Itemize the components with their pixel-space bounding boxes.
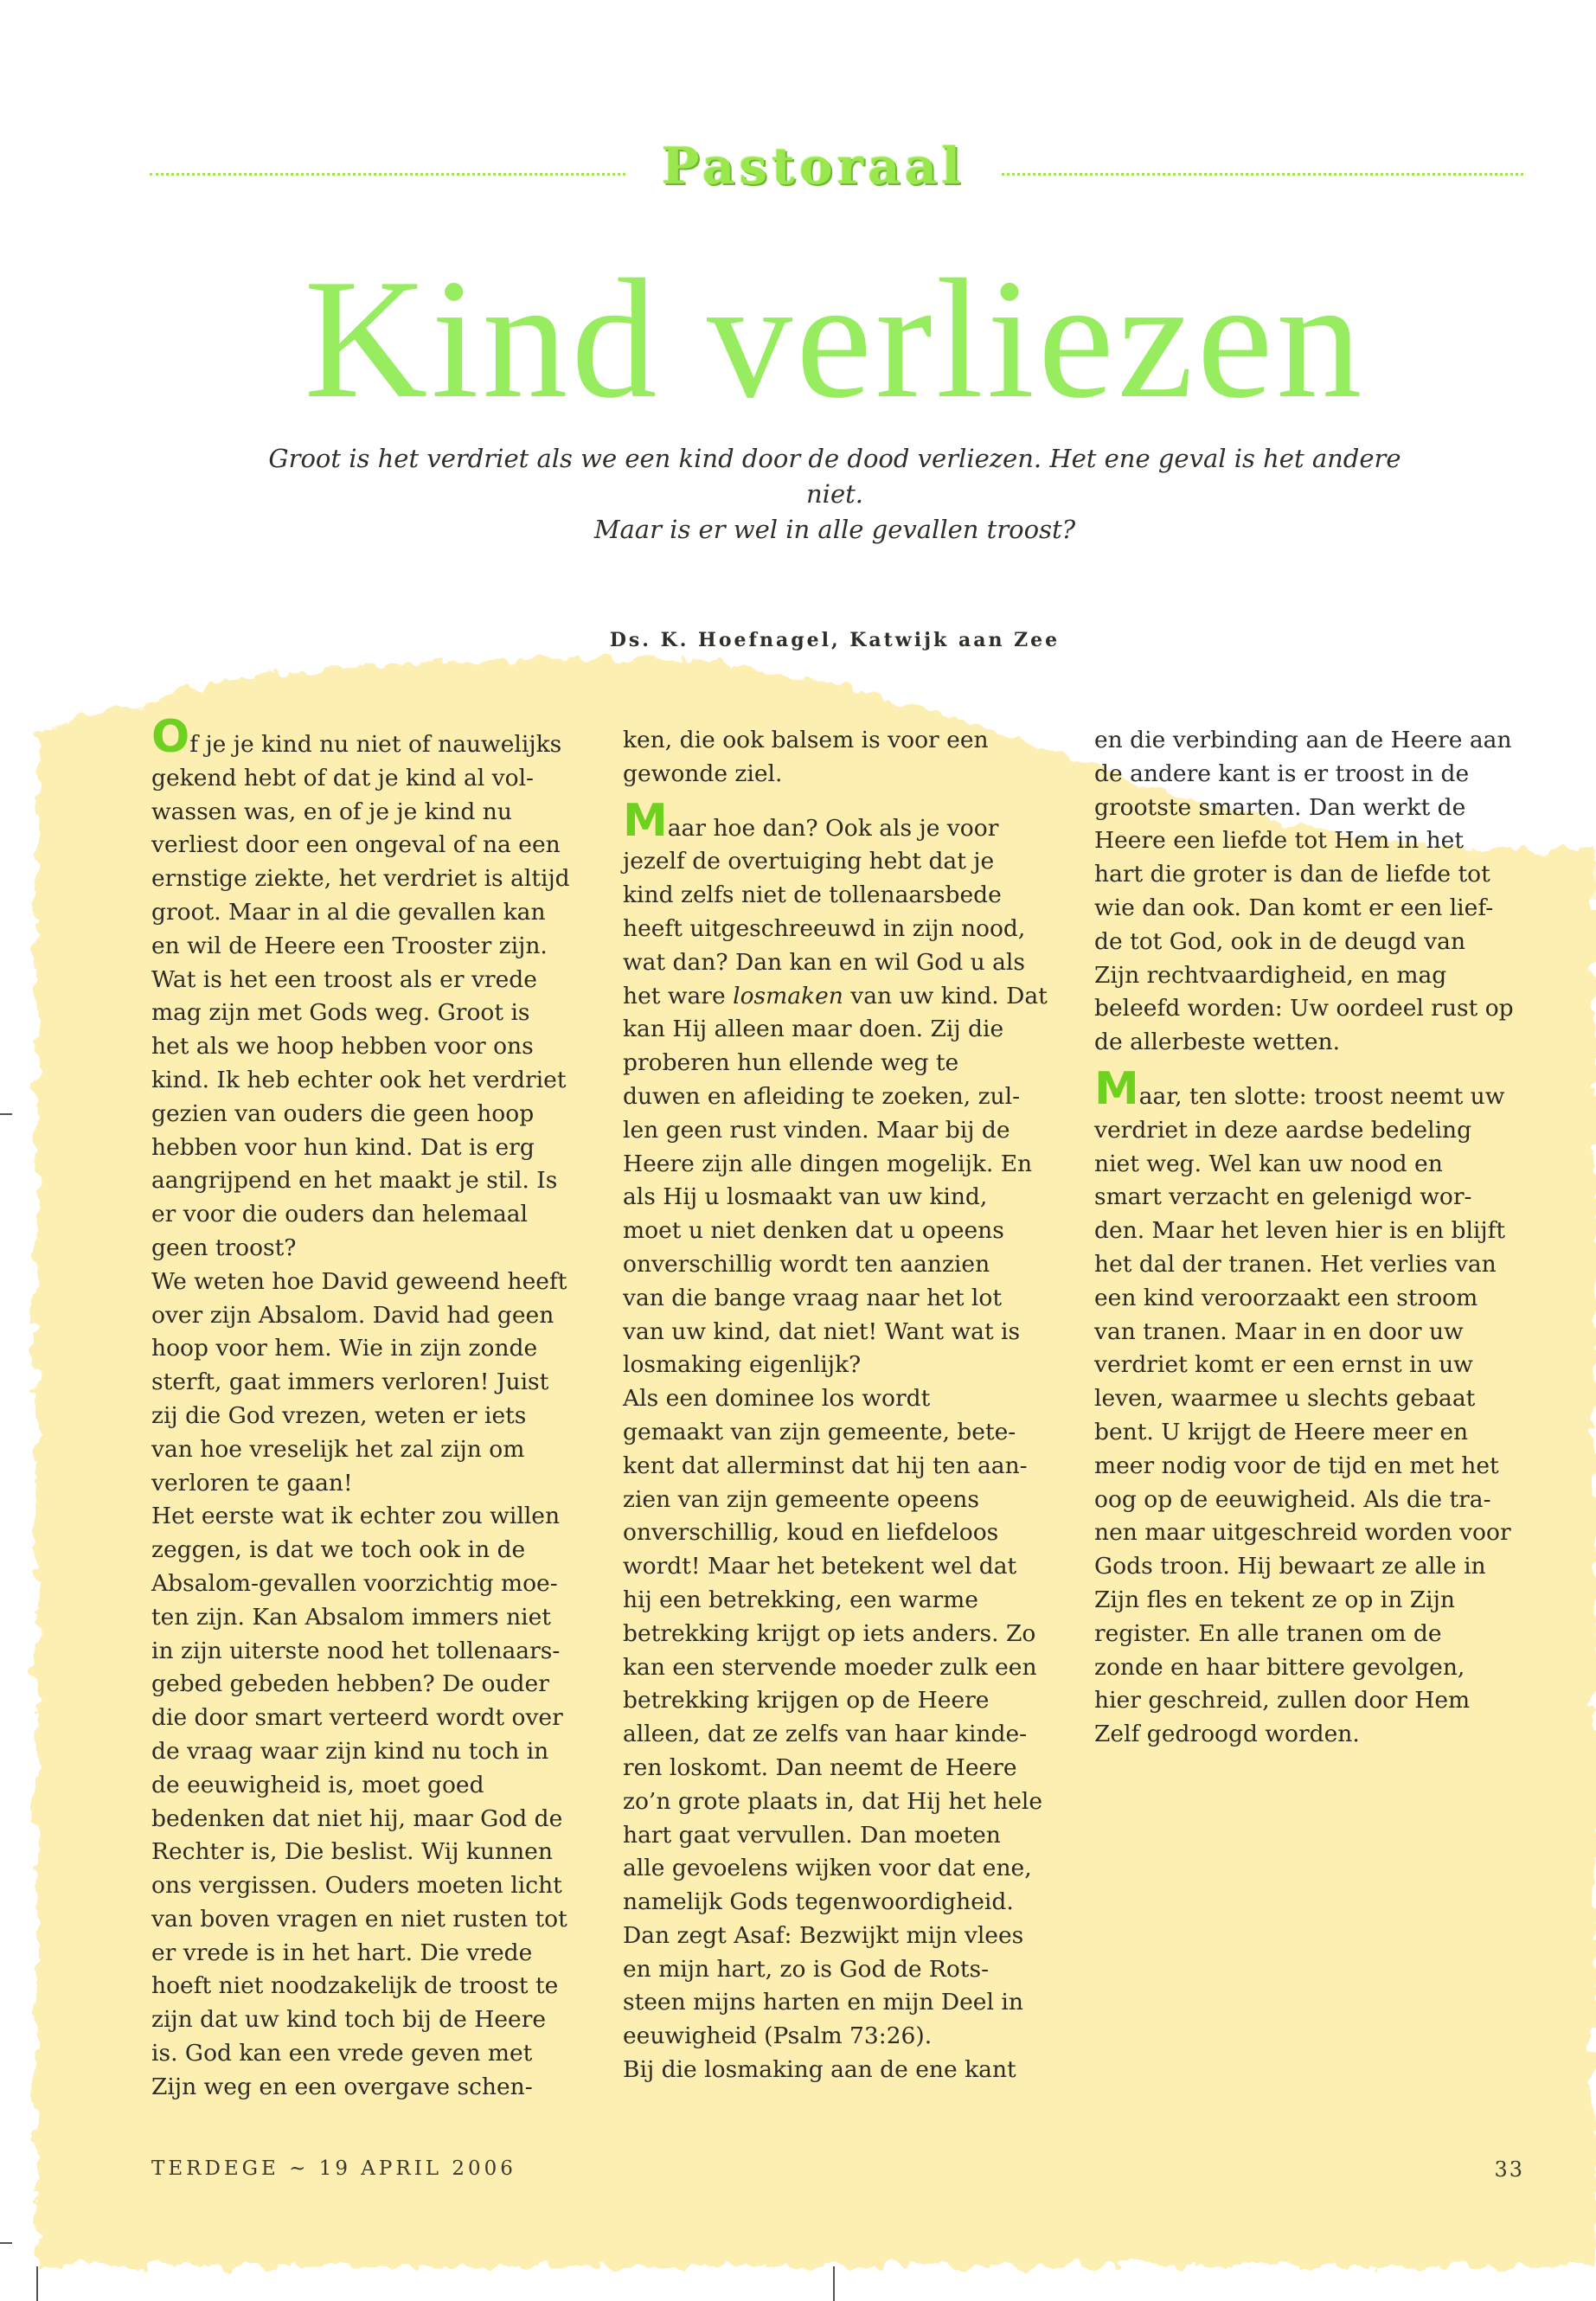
line: gemaakt van zijn gemeente, bete- <box>623 1418 1016 1445</box>
line: er vrede is in het hart. Die vrede <box>151 1939 533 1966</box>
line: Zijn fles en tekent ze op in Zijn <box>1094 1586 1455 1613</box>
line: alle gevoelens wijken voor dat ene, <box>623 1855 1032 1882</box>
line: kan een stervende moeder zulk een <box>623 1653 1037 1681</box>
line: zien van zijn gemeente opeens <box>623 1485 979 1513</box>
line: van boven vragen en niet rusten tot <box>151 1905 567 1932</box>
line: zij die God vrezen, weten er iets <box>151 1401 527 1429</box>
line: van uw kind, dat niet! Want wat is <box>623 1317 1021 1345</box>
section-rule-left <box>150 173 625 176</box>
line: de andere kant is er troost in de <box>1094 760 1470 787</box>
line: onverschillig wordt ten aanzien <box>623 1250 990 1278</box>
publication-footer: TERDEGE ~ 19 APRIL 2006 <box>151 2157 516 2180</box>
line: en wil de Heere een Trooster zijn. <box>151 932 548 959</box>
text: aar hoe dan? Ook als je voor <box>667 814 999 842</box>
line: namelijk Gods tegenwoordigheid. <box>623 1888 1014 1916</box>
text: f je je kind nu niet of nauwelijks <box>189 731 562 758</box>
line: Heere een liefde tot Hem in het <box>1094 827 1465 855</box>
line: proberen hun ellende weg te <box>623 1049 959 1077</box>
line: We weten hoe David geweend heeft <box>151 1267 567 1295</box>
line: ken, die ook balsem is voor een <box>623 727 989 753</box>
line: over zijn Absalom. David had geen <box>151 1301 554 1329</box>
line: alleen, dat ze zelfs van haar kinde- <box>623 1721 1028 1748</box>
lede-line: Maar is er wel in alle gevallen troost? <box>593 515 1076 544</box>
line: losmaking eigenlijk? <box>623 1351 862 1379</box>
line: oog op de eeuwigheid. Als die tra- <box>1094 1485 1491 1513</box>
line: niet weg. Wel kan uw nood en <box>1094 1150 1443 1177</box>
text: aar, ten slotte: troost neemt uw <box>1138 1082 1505 1110</box>
line: ernstige ziekte, het verdriet is altijd <box>151 865 570 893</box>
crop-mark <box>36 2266 38 2301</box>
paragraph <box>623 794 1073 1383</box>
paragraph <box>1094 724 1544 1060</box>
line: kent dat allerminst dat hij ten aan- <box>623 1452 1028 1479</box>
line: hij een betrekking, een warme <box>623 1586 978 1613</box>
line: verliest door een ongeval of na een <box>151 831 561 859</box>
line: Absalom-gevallen voorzichtig moe- <box>151 1569 558 1597</box>
line: jezelf de overtuiging hebt dat je <box>623 848 995 875</box>
text-column-3 <box>1094 724 1544 1752</box>
line: hoop voor hem. Wie in zijn zonde <box>151 1335 538 1362</box>
line: kan Hij alleen maar doen. Zij die <box>623 1016 1004 1043</box>
line: wie dan ook. Dan komt er een lief- <box>1094 894 1494 921</box>
line: die door smart verteerd wordt over <box>151 1704 563 1732</box>
line: Zijn rechtvaardigheid, en mag <box>1094 961 1447 989</box>
line: verdriet in deze aardse bedeling <box>1094 1116 1472 1144</box>
line: nen maar uitgeschreid worden voor <box>1094 1519 1511 1547</box>
line: van die bange vraag naar het lot <box>623 1284 1002 1311</box>
line: hebben voor hun kind. Dat is erg <box>151 1133 535 1161</box>
line: onverschillig, koud en liefdeloos <box>623 1519 999 1547</box>
paragraph <box>623 2054 1073 2087</box>
line: heeft uitgeschreeuwd in zijn nood, <box>623 914 1026 942</box>
lede-line: Groot is het verdriet als we een kind door de dood verliezen. Het ene geval is het andere niet. <box>268 444 1401 509</box>
paragraph <box>623 1382 1073 2054</box>
line: ten zijn. Kan Absalom immers niet <box>151 1603 551 1631</box>
line: gekend hebt of dat je kind al vol- <box>151 764 535 792</box>
crop-mark <box>0 2242 12 2244</box>
line: smart verzacht en gelenigd wor- <box>1094 1183 1472 1211</box>
line: betrekking krijgt op iets anders. Zo <box>623 1619 1036 1647</box>
emphasis: losmaken <box>733 982 843 1009</box>
line: hoeft niet noodzakelijk de troost te <box>151 1972 559 2000</box>
line: als Hij u losmaakt van uw kind, <box>623 1183 988 1211</box>
line: kind. Ik heb echter ook het verdriet <box>151 1066 567 1093</box>
line: verloren te gaan! <box>151 1469 353 1497</box>
line: wat dan? Dan kan en wil God u als <box>623 948 1026 976</box>
line: Gods troon. Hij bewaart ze alle in <box>1094 1553 1486 1580</box>
section-label: Pastoraal <box>661 137 965 195</box>
line: bent. U krijgt de Heere meer en <box>1094 1418 1469 1445</box>
text-column-1 <box>151 711 601 2105</box>
line: gebed gebeden hebben? De ouder <box>151 1670 549 1698</box>
line: betrekking krijgen op de Heere <box>623 1687 990 1715</box>
line: in zijn uiterste nood het tollenaars- <box>151 1637 561 1664</box>
article-lede <box>260 441 1410 548</box>
line: leven, waarmee u slechts gebaat <box>1094 1385 1476 1413</box>
line: ons vergissen. Ouders moeten licht <box>151 1872 562 1900</box>
line: de allerbeste wetten. <box>1094 1029 1341 1056</box>
line: er voor die ouders dan helemaal <box>151 1201 529 1228</box>
line: eeuwigheid (Psalm 73:26). <box>623 2022 933 2050</box>
line: aangrijpend en het maakt je stil. Is <box>151 1167 558 1195</box>
line: den. Maar het leven hier is en blijft <box>1094 1217 1506 1245</box>
line: mag zijn met Gods weg. Groot is <box>151 999 530 1027</box>
line: het als we hoop hebben voor ons <box>151 1033 534 1061</box>
line: steen mijns harten en mijn Deel in <box>623 1989 1023 2016</box>
line: kind zelfs niet de tollenaarsbede <box>623 881 1002 909</box>
line <box>623 794 999 847</box>
paragraph <box>151 1500 601 2104</box>
crop-mark <box>833 2266 835 2301</box>
crop-mark <box>0 1113 12 1115</box>
line: wordt! Maar het betekent wel dat <box>623 1553 1017 1580</box>
line: verdriet komt er een ernst in uw <box>1094 1351 1473 1379</box>
line: wassen was, en of je je kind nu <box>151 798 512 825</box>
line: meer nodig voor de tijd en met het <box>1094 1452 1499 1479</box>
line: de tot God, ook in de deugd van <box>1094 927 1466 955</box>
line <box>623 983 1048 1009</box>
line: van tranen. Maar in en door uw <box>1094 1317 1464 1345</box>
line: Als een dominee los wordt <box>623 1385 931 1413</box>
line: hart die groter is dan de liefde tot <box>1094 861 1490 888</box>
line: de vraag waar zijn kind nu toch in <box>151 1737 549 1765</box>
drop-cap: O <box>151 711 190 763</box>
byline: Ds. K. Hoefnagel, Katwijk aan Zee <box>609 629 1061 651</box>
line: bedenken dat niet hij, maar God de <box>151 1804 563 1832</box>
line: Het eerste wat ik echter zou willen <box>151 1503 561 1530</box>
line: het dal der tranen. Het verlies van <box>1094 1250 1497 1278</box>
line: groot. Maar in al die gevallen kan <box>151 898 546 926</box>
line: zijn dat uw kind toch bij de Heere <box>151 2006 547 2034</box>
line: sterft, gaat immers verloren! Juist <box>151 1368 549 1396</box>
article-title: Kind verliezen <box>304 244 1366 433</box>
line: grootste smarten. Dan werkt de <box>1094 793 1466 821</box>
line: zonde en haar bittere gevolgen, <box>1094 1653 1465 1681</box>
line: zo’n grote plaats in, dat Hij het hele <box>623 1787 1043 1815</box>
line: Dan zegt Asaf: Bezwijkt mijn vlees <box>623 1921 1024 1949</box>
paragraph <box>623 724 1073 792</box>
line: van hoe vreselijk het zal zijn om <box>151 1435 525 1463</box>
paragraph <box>1094 1062 1544 1752</box>
line: en mijn hart, zo is God de Rots- <box>623 1955 990 1983</box>
line: ren loskomt. Dan neemt de Heere <box>623 1753 1017 1781</box>
page-number: 33 <box>1494 2157 1524 2182</box>
line: Bij die losmaking aan de ene kant <box>623 2056 1016 2084</box>
line: is. God kan een vrede geven met <box>151 2040 533 2067</box>
line: register. En alle tranen om de <box>1094 1619 1442 1647</box>
line <box>1094 1062 1505 1115</box>
line: Heere zijn alle dingen mogelijk. En <box>623 1150 1033 1177</box>
text-column-2 <box>623 724 1073 2087</box>
line: hart gaat vervullen. Dan moeten <box>623 1821 1001 1849</box>
line: zeggen, is dat we toch ook in de <box>151 1536 526 1564</box>
line: geen troost? <box>151 1234 297 1261</box>
text: van uw kind. Dat <box>843 982 1048 1009</box>
line: de eeuwigheid is, moet goed <box>151 1771 484 1798</box>
drop-cap: M <box>623 794 668 847</box>
line: moet u niet denken dat u opeens <box>623 1217 1004 1245</box>
line: Zijn weg en een overgave schen- <box>151 2073 533 2100</box>
line <box>151 711 562 763</box>
line: duwen en afleiding te zoeken, zul- <box>623 1082 1021 1110</box>
line: Wat is het een troost als er vrede <box>151 965 537 993</box>
line: gewonde ziel. <box>623 760 783 787</box>
line: Zelf gedroogd worden. <box>1094 1721 1360 1748</box>
paragraph <box>151 711 601 1266</box>
line: en die verbinding aan de Heere aan <box>1094 727 1512 753</box>
paragraph <box>151 1266 601 1501</box>
text: het ware <box>623 982 734 1009</box>
line: len geen rust vinden. Maar bij de <box>623 1116 1010 1144</box>
line: Rechter is, Die beslist. Wij kunnen <box>151 1838 553 1866</box>
line: beleefd worden: Uw oordeel rust op <box>1094 995 1514 1022</box>
line: een kind veroorzaakt een stroom <box>1094 1284 1478 1311</box>
line: hier geschreid, zullen door Hem <box>1094 1687 1471 1715</box>
drop-cap: M <box>1094 1062 1139 1115</box>
line: gezien van ouders die geen hoop <box>151 1099 535 1127</box>
section-rule-right <box>1002 173 1523 176</box>
